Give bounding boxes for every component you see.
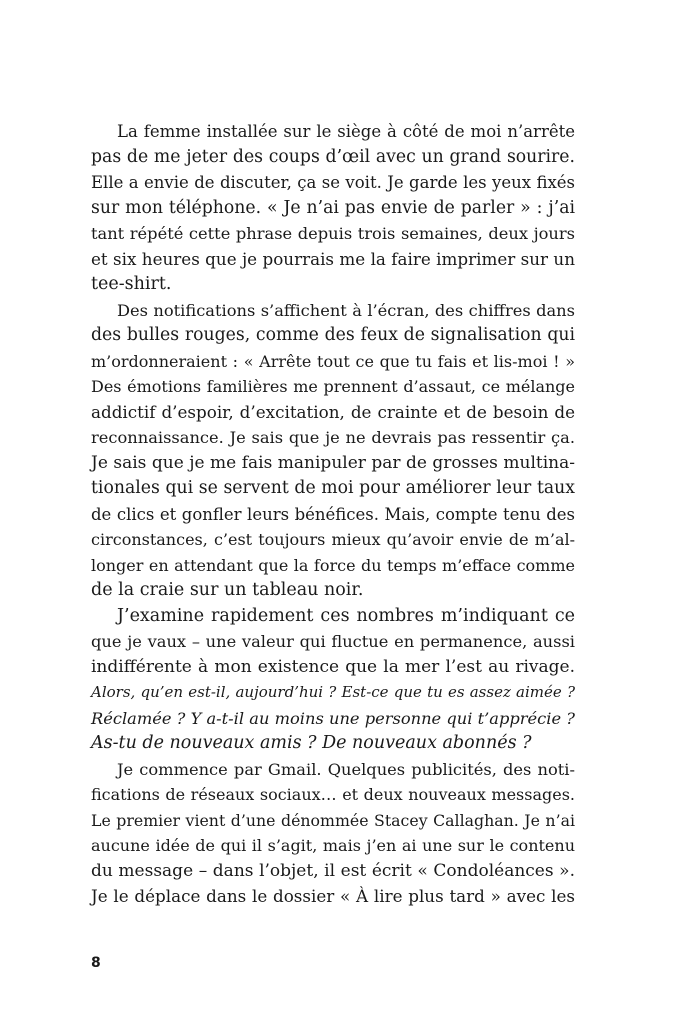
text-line: Je commence par Gmail. Quelques publicités, des noti-: [117, 759, 575, 779]
text-line: et six heures que je pourrais me la faire imprimer sur un: [91, 248, 575, 269]
paragraph: [91, 298, 575, 604]
text-line: reconnaissance. Je sais que je ne devrais pas ressentir ça.: [91, 428, 575, 447]
text-line: aucune idée de qui il s’agit, mais j’en ai une sur le contenu: [91, 836, 575, 855]
text-line: La femme installée sur le siège à côté de moi n’arrête: [117, 122, 575, 141]
text-line: addictif d’espoir, d’excitation, de crainte et de besoin de: [91, 401, 575, 422]
text-line: fications de réseaux sociaux… et deux nouveaux messages.: [91, 785, 575, 804]
text-line: Je sais que je me fais manipuler par de grosses multina-: [91, 452, 575, 473]
page-number: 8: [91, 955, 101, 971]
text-line: sur mon téléphone. « Je n’ai pas envie de parler » : j’ai: [91, 197, 575, 218]
text-line: indifférente à mon existence que la mer l’est au rivage.: [91, 656, 575, 677]
text-line: que je vaux – une valeur qui fluctue en permanence, aussi: [91, 632, 575, 651]
text-line: circonstances, c’est toujours mieux qu’avoir envie de m’al-: [91, 530, 575, 549]
text-line: Elle a envie de discuter, ça se voit. Je garde les yeux fixés: [91, 173, 575, 192]
text-line: Des notifications s’affichent à l’écran, des chiffres dans: [117, 300, 575, 320]
paragraph: [91, 119, 575, 298]
italic-text-line: Alors, qu’en est-il, aujourd’hui ? Est-ce que tu es assez aimée ?: [91, 683, 575, 701]
text-line: J’examine rapidement ces nombres m’indiquant ce: [117, 605, 575, 626]
italic-text-line: Réclamée ? Y a-t-il au moins une personne qui t’apprécie ?: [91, 708, 575, 728]
text-line: tee-shirt.: [91, 274, 172, 294]
text-line: des bulles rouges, comme des feux de signalisation qui: [91, 325, 575, 345]
paragraph: [91, 757, 575, 910]
text-line: du message – dans l’objet, il est écrit « Condoléances ».: [91, 860, 575, 881]
text-line: longer en attendant que la force du temps m’efface comme: [91, 555, 575, 575]
text-line: Le premier vient d’une dénommée Stacey Callaghan. Je n’ai: [91, 810, 575, 830]
body-text: [91, 119, 575, 910]
text-line: Je le déplace dans le dossier « À lire plus tard » avec les: [91, 886, 575, 906]
italic-text-line: As-tu de nouveaux amis ? De nouveaux abonnés ?: [91, 733, 532, 753]
text-line: tant répété cette phrase depuis trois semaines, deux jours: [91, 224, 575, 243]
text-line: de la craie sur un tableau noir.: [91, 580, 364, 600]
text-line: de clics et gonfler leurs bénéfices. Mais, compte tenu des: [91, 504, 575, 524]
text-line: tionales qui se servent de moi pour améliorer leur taux: [91, 478, 575, 498]
text-line: pas de me jeter des coups d’œil avec un grand sourire.: [91, 146, 575, 167]
text-line: m’ordonneraient : « Arrête tout ce que tu fais et lis-moi ! »: [91, 351, 575, 371]
paragraph: [91, 604, 575, 757]
text-line: Des émotions familières me prennent d’assaut, ce mélange: [91, 377, 575, 396]
